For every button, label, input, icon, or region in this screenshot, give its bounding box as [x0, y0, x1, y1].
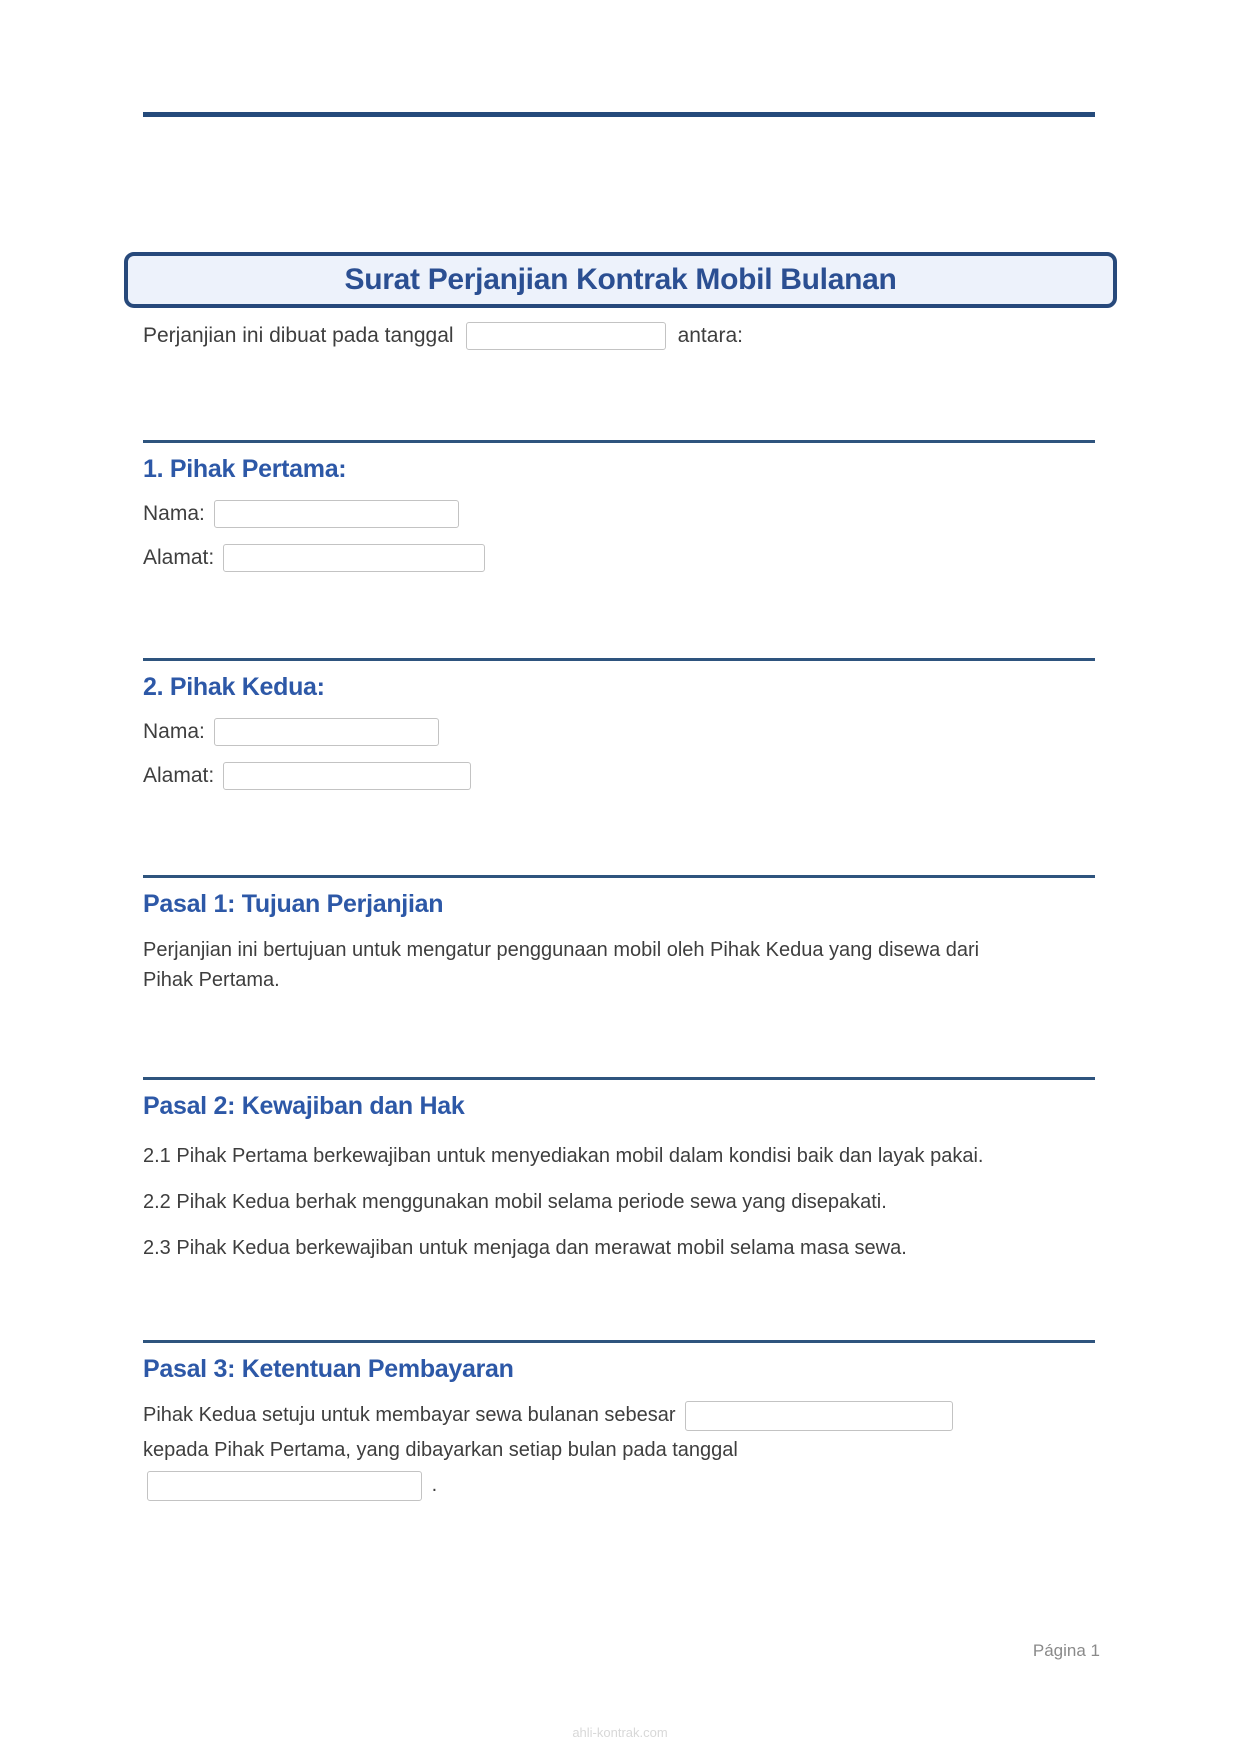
intro-text-before: Perjanjian ini dibuat pada tanggal: [143, 324, 454, 347]
heading-pasal-3: Pasal 3: Ketentuan Pembayaran: [143, 1355, 514, 1383]
section-pihak-pertama: [143, 440, 1095, 572]
section-pihak-kedua: [143, 658, 1095, 790]
agreement-date-input[interactable]: [466, 322, 666, 350]
top-rule: [143, 112, 1095, 117]
pihak-kedua-nama-row: [143, 718, 1095, 746]
watermark: ahli-kontrak.com: [572, 1725, 668, 1740]
sewa-amount-input[interactable]: [685, 1401, 953, 1431]
page-title: Surat Perjanjian Kontrak Mobil Bulanan: [344, 263, 897, 296]
pasal-3-text-end: .: [431, 1474, 438, 1496]
title-box: [124, 252, 1117, 308]
page-number: Página 1: [1032, 1641, 1100, 1660]
pihak-kedua-nama-label: Nama:: [143, 720, 205, 743]
pihak-pertama-nama-input[interactable]: [214, 500, 459, 528]
pihak-kedua-nama-input[interactable]: [214, 718, 439, 746]
section-pasal-2: [143, 1077, 1095, 1261]
pihak-pertama-alamat-input[interactable]: [223, 544, 485, 572]
pihak-kedua-alamat-input[interactable]: [223, 762, 471, 790]
pasal-1-body: Perjanjian ini bertujuan untuk mengatur penggunaan mobil oleh Pihak Kedua yang disewa dari Pihak Pertama.: [143, 939, 980, 991]
pasal-2-item-2: 2.2 Pihak Kedua berhak menggunakan mobil selama periode sewa yang disepakati.: [143, 1191, 887, 1213]
pihak-pertama-alamat-row: [143, 544, 1095, 572]
section-pasal-3: [143, 1340, 1095, 1503]
pasal-3-body: [143, 1398, 1003, 1503]
pasal-3-text-before-amount: Pihak Kedua setuju untuk membayar sewa bulanan sebesar: [143, 1404, 676, 1426]
pasal-2-item-1: 2.1 Pihak Pertama berkewajiban untuk menyediakan mobil dalam kondisi baik dan layak pakai.: [143, 1145, 984, 1167]
heading-pasal-2: Pasal 2: Kewajiban dan Hak: [143, 1092, 465, 1120]
heading-pihak-pertama: 1. Pihak Pertama:: [143, 455, 347, 483]
pasal-2-item-3: 2.3 Pihak Kedua berkewajiban untuk menjaga dan merawat mobil selama masa sewa.: [143, 1237, 907, 1259]
payment-date-input[interactable]: [147, 1471, 422, 1501]
heading-pihak-kedua: 2. Pihak Kedua:: [143, 673, 325, 701]
pihak-kedua-alamat-row: [143, 762, 1095, 790]
pasal-3-text-after-amount: kepada Pihak Pertama, yang dibayarkan setiap bulan pada tanggal: [143, 1439, 738, 1461]
heading-pasal-1: Pasal 1: Tujuan Perjanjian: [143, 890, 444, 918]
pihak-pertama-nama-label: Nama:: [143, 502, 205, 525]
pihak-kedua-alamat-label: Alamat:: [143, 764, 215, 787]
pihak-pertama-alamat-label: Alamat:: [143, 546, 215, 569]
intro-text-after: antara:: [677, 324, 743, 347]
pihak-pertama-nama-row: [143, 500, 1095, 528]
intro-line: [143, 322, 1095, 350]
section-pasal-1: [143, 875, 1095, 995]
